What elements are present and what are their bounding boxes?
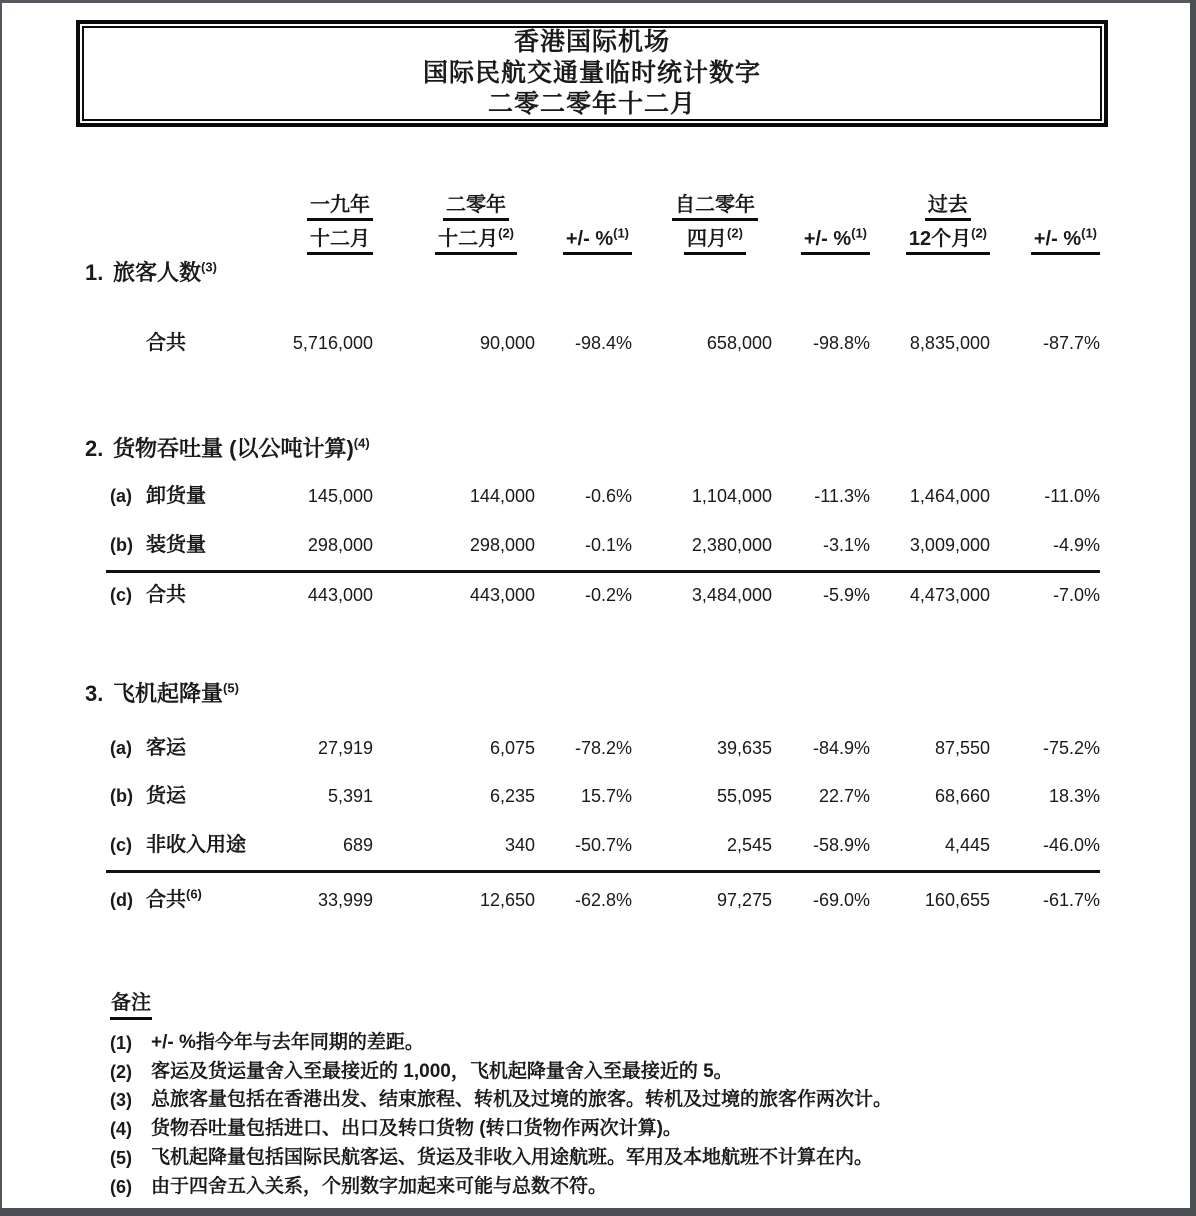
cell-value: -84.9% <box>812 738 870 758</box>
table-row-movements-nonrevenue <box>85 832 1100 858</box>
section-number: 3. <box>85 681 104 706</box>
cell-value: 4,445 <box>944 835 990 855</box>
cell-value: -62.8% <box>574 890 632 910</box>
cell-value: -98.8% <box>812 333 870 353</box>
header-line: 12个月 <box>908 228 972 250</box>
header-footref: (2) <box>727 225 743 241</box>
cell-value: 658,000 <box>706 333 772 353</box>
cell-value: 3,484,000 <box>691 585 772 605</box>
row-label: 合共 <box>146 889 186 911</box>
cell-value: 8,835,000 <box>909 333 990 353</box>
scan-edge-left <box>0 0 2 1216</box>
scan-edge-right <box>1190 0 1196 1216</box>
cell-value: -0.6% <box>584 486 632 506</box>
cell-value: 340 <box>504 835 535 855</box>
cell-value: 15.7% <box>580 786 632 806</box>
section-heading-cargo <box>85 432 370 463</box>
footnote-text: 货物吞吐量包括进口、出口及转口货物 (转口货物作两次计算)。 <box>151 1118 682 1140</box>
cell-value: 443,000 <box>469 585 535 605</box>
scan-edge-bottom <box>0 1208 1196 1216</box>
footnote-1 <box>110 1029 1120 1058</box>
footnote-3 <box>110 1086 1120 1115</box>
row-letter: (c) <box>110 585 132 605</box>
row-label: 货运 <box>146 785 186 807</box>
footnote-5 <box>110 1144 1120 1173</box>
column-header-pct2 <box>772 225 870 255</box>
table-row-movements-passenger <box>85 735 1100 761</box>
title-box-inner <box>82 26 1102 121</box>
cell-value: -50.7% <box>574 835 632 855</box>
cell-value: 5,391 <box>327 786 373 806</box>
cell-value: 12,650 <box>479 890 535 910</box>
cell-value: 689 <box>342 835 373 855</box>
cell-value: -61.7% <box>1042 890 1100 910</box>
cell-value: 27,919 <box>317 738 373 758</box>
section-heading-movements <box>85 677 239 708</box>
row-label: 卸货量 <box>146 485 206 507</box>
cell-value: -7.0% <box>1052 585 1100 605</box>
footnotes-section <box>110 986 1120 1201</box>
row-label: 客运 <box>146 737 186 759</box>
section-number: 2. <box>85 436 104 461</box>
cell-value: -98.4% <box>574 333 632 353</box>
column-header-last12m <box>870 194 990 255</box>
cell-value: -5.9% <box>822 585 870 605</box>
cell-value: -69.0% <box>812 890 870 910</box>
cell-value: -87.7% <box>1042 333 1100 353</box>
cell-value: -11.0% <box>1044 486 1100 506</box>
table-row-cargo-unloaded <box>85 483 1100 509</box>
section-title: 货物吞吐量 (以公吨计算) <box>113 436 354 461</box>
header-line: 十二月 <box>310 228 370 250</box>
total-rule-cargo <box>106 570 1100 573</box>
scan-edge-top <box>0 0 1196 3</box>
header-footref: (1) <box>613 225 629 241</box>
row-letter: (b) <box>110 535 133 555</box>
footnote-6 <box>110 1173 1120 1202</box>
cell-value: 1,464,000 <box>909 486 990 506</box>
header-line: 自二零年 <box>672 194 758 221</box>
document-subtitle: 国际民航交通量临时统计数字 <box>422 59 761 87</box>
header-line: 一九年 <box>307 194 373 221</box>
cell-value: 5,716,000 <box>292 333 373 353</box>
header-line: 四月 <box>687 228 728 250</box>
cell-value: 2,380,000 <box>691 535 772 555</box>
header-line: +/- % <box>803 228 852 250</box>
cell-value: -58.9% <box>812 835 870 855</box>
cell-value: 6,075 <box>489 738 535 758</box>
cell-value: 145,000 <box>307 486 373 506</box>
header-line: +/- % <box>1033 228 1082 250</box>
footnote-number: (2) <box>110 1061 132 1082</box>
footnote-text: +/- %指今年与去年同期的差距。 <box>151 1032 424 1053</box>
footnote-number: (4) <box>110 1119 132 1140</box>
cell-value: -11.3% <box>814 486 870 506</box>
cell-value: 33,999 <box>317 890 373 910</box>
header-footref: (1) <box>1081 225 1097 241</box>
cell-value: 39,635 <box>716 738 772 758</box>
document-period: 二零二零年十二月 <box>487 90 696 118</box>
footnote-2 <box>110 1058 1120 1087</box>
cell-value: 22.7% <box>818 786 870 806</box>
table-row-cargo-loaded <box>85 532 1100 558</box>
footnote-text: 飞机起降量包括国际民航客运、货运及非收入用途航班。军用及本地航班不计算在内。 <box>151 1146 874 1168</box>
row-label: 装货量 <box>146 534 206 556</box>
table-row-cargo-total <box>85 582 1100 608</box>
cell-value: 18.3% <box>1048 786 1100 806</box>
cell-value: 90,000 <box>479 333 535 353</box>
cell-value: 298,000 <box>469 535 535 555</box>
column-header-pct3 <box>990 225 1100 255</box>
header-line: 过去 <box>925 194 971 221</box>
cell-value: 443,000 <box>307 585 373 605</box>
cell-value: -0.1% <box>584 535 632 555</box>
row-label: 非收入用途 <box>146 834 246 856</box>
section-title: 飞机起降量 <box>113 681 224 706</box>
header-footref: (2) <box>971 225 987 241</box>
header-line: +/- % <box>565 228 614 250</box>
header-line: 十二月 <box>438 228 499 250</box>
header-footref: (1) <box>851 225 867 241</box>
cell-value: -0.2% <box>584 585 632 605</box>
column-header-pct1 <box>535 225 632 255</box>
document-title: 香港国际机场 <box>513 28 670 56</box>
row-letter: (b) <box>110 786 133 806</box>
footnote-text: 客运及货运量舍入至最接近的 1,000，飞机起降量舍入至最接近的 5。 <box>151 1060 733 1082</box>
cell-value: 68,660 <box>934 786 990 806</box>
footnote-text: 总旅客量包括在香港出发、结束旅程、转机及过境的旅客。转机及过境的旅客作两次计。 <box>151 1089 893 1111</box>
column-header-dec20 <box>373 194 535 255</box>
cell-value: 2,545 <box>726 835 772 855</box>
footnote-number: (1) <box>110 1033 132 1053</box>
cell-value: 298,000 <box>307 535 373 555</box>
header-footref: (2) <box>498 225 514 241</box>
cell-value: 6,235 <box>489 786 535 806</box>
cell-value: -4.9% <box>1052 535 1100 555</box>
cell-value: 4,473,000 <box>909 585 990 605</box>
title-box <box>76 20 1108 127</box>
cell-value: 87,550 <box>934 738 990 758</box>
cell-value: 3,009,000 <box>909 535 990 555</box>
footnote-number: (3) <box>110 1090 132 1111</box>
footnote-text: 由于四舍五入关系，个别数字加起来可能与总数不符。 <box>151 1175 608 1197</box>
section-footref: (5) <box>223 680 239 696</box>
row-label: 合共 <box>146 332 186 354</box>
footnote-number: (6) <box>110 1176 132 1197</box>
cell-value: 160,655 <box>924 890 990 910</box>
table-header-row <box>85 194 1100 255</box>
footnotes-heading: 备注 <box>110 986 152 1020</box>
row-letter: (a) <box>110 738 132 758</box>
row-letter: (c) <box>110 835 132 855</box>
footnote-number: (5) <box>110 1147 132 1168</box>
section-number: 1. <box>85 260 104 285</box>
section-title: 旅客人数 <box>113 260 202 285</box>
header-line: 二零年 <box>443 194 509 221</box>
cell-value: 55,095 <box>716 786 772 806</box>
section-heading-passengers <box>85 256 217 287</box>
cell-value: -46.0% <box>1042 835 1100 855</box>
row-label: 合共 <box>146 584 186 606</box>
column-header-since-apr20 <box>632 194 772 255</box>
cell-value: 1,104,000 <box>691 486 772 506</box>
column-header-dec19 <box>290 194 373 255</box>
row-letter: (d) <box>110 890 133 910</box>
row-letter: (a) <box>110 486 132 506</box>
table-row-movements-total <box>85 887 1100 913</box>
cell-value: -75.2% <box>1042 738 1100 758</box>
section-footref: (3) <box>201 259 217 275</box>
cell-value: 144,000 <box>469 486 535 506</box>
table-row-passengers-total <box>85 330 1100 356</box>
cell-value: -3.1% <box>822 535 870 555</box>
footnote-4 <box>110 1115 1120 1144</box>
table-row-movements-cargo <box>85 783 1100 809</box>
section-footref: (4) <box>353 435 370 451</box>
total-rule-movements <box>106 870 1100 873</box>
cell-value: -78.2% <box>574 738 632 758</box>
cell-value: 97,275 <box>716 890 772 910</box>
row-footref: (6) <box>186 886 202 902</box>
